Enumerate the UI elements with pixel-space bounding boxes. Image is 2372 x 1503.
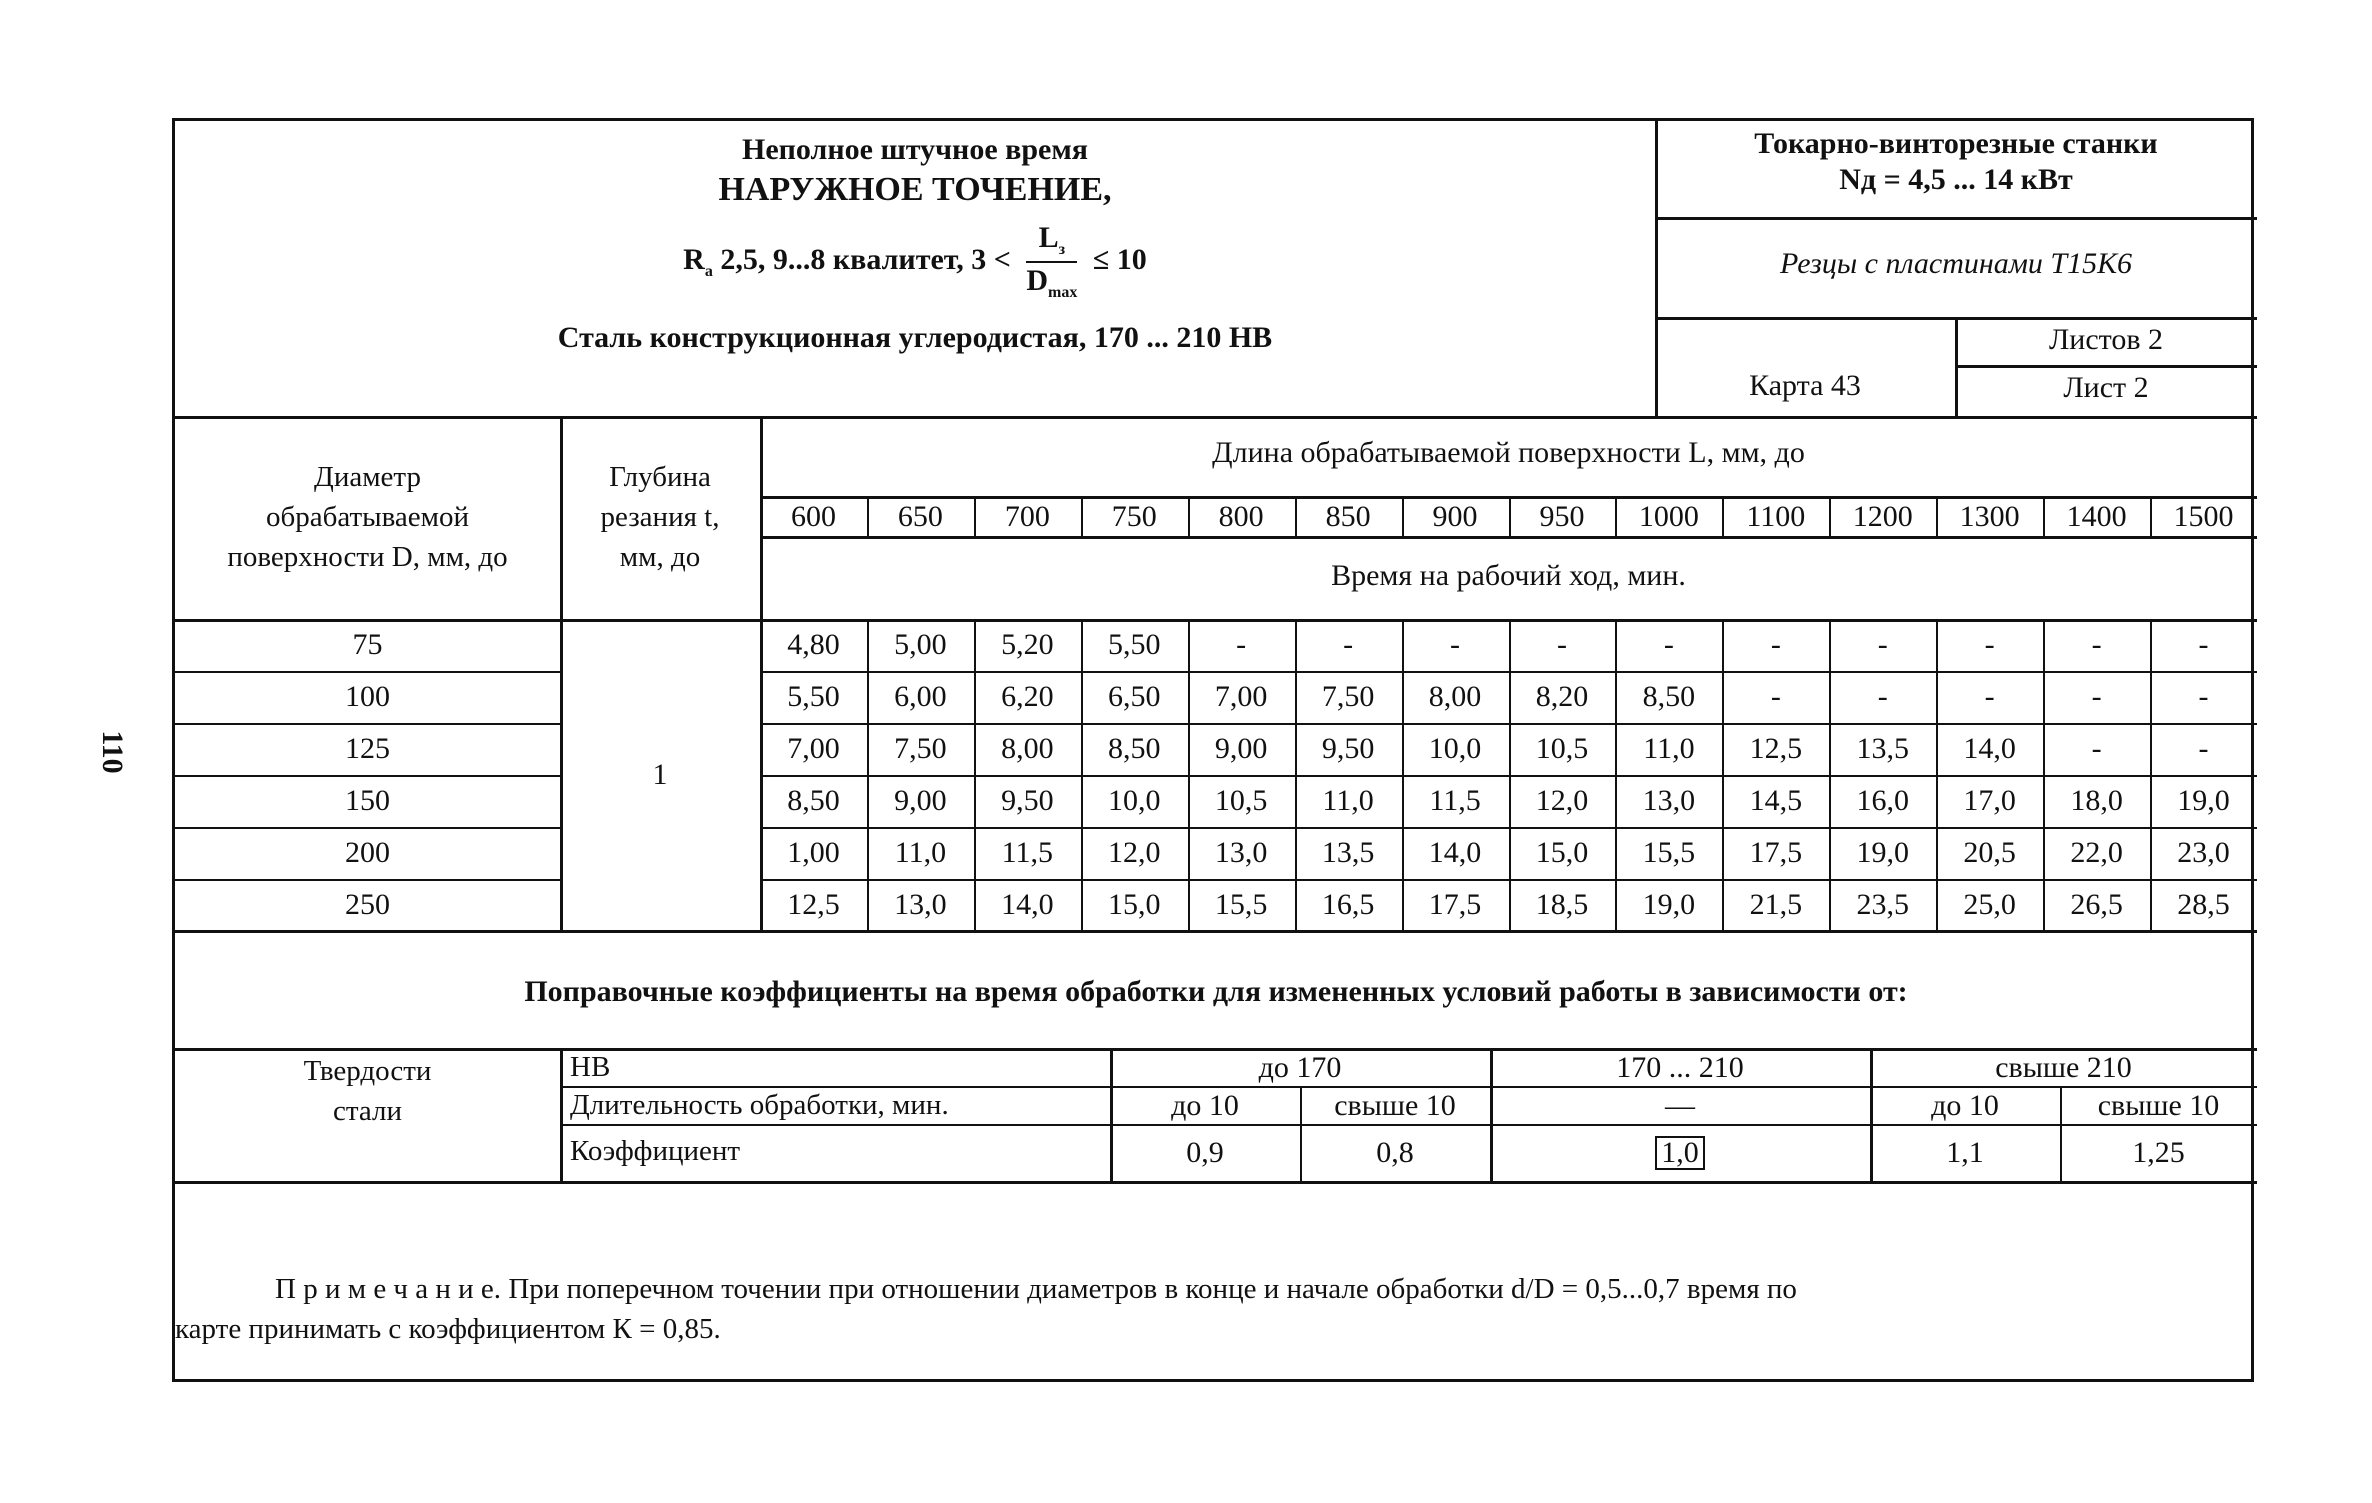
time-value: 15,5 bbox=[1642, 836, 1696, 869]
header-material: Сталь конструкционная углеродистая, 170 ... 210 НВ bbox=[557, 321, 1273, 354]
time-value: 19,0 bbox=[1856, 836, 1909, 869]
diameter-value: 200 bbox=[345, 836, 390, 869]
length-value: 1400 bbox=[2066, 500, 2127, 533]
diameter-value: 125 bbox=[345, 732, 390, 765]
time-value: 14,0 bbox=[1963, 732, 2016, 765]
time-value: - bbox=[2198, 732, 2209, 765]
coef-row-label: Коэффициент bbox=[570, 1135, 741, 1167]
time-value: 15,0 bbox=[1107, 887, 1161, 921]
length-value: 900 bbox=[1432, 500, 1478, 533]
hb-group: до 170 bbox=[1258, 1050, 1342, 1084]
time-value: 28,5 bbox=[2177, 887, 2230, 921]
time-value: 15,0 bbox=[1535, 836, 1589, 869]
time-value: 10,5 bbox=[1214, 784, 1268, 817]
time-value: 22,0 bbox=[2070, 836, 2123, 869]
time-value: - bbox=[1877, 628, 1888, 661]
coefficient-value: 1,1 bbox=[1946, 1136, 1984, 1169]
time-value: 13,0 bbox=[1214, 836, 1268, 869]
time-value: 19,0 bbox=[1642, 887, 1696, 921]
time-value: 18,0 bbox=[2070, 784, 2123, 817]
time-value: 8,50 bbox=[787, 784, 840, 817]
time-value: 6,50 bbox=[1107, 680, 1161, 713]
depth-value: 1 bbox=[652, 757, 668, 791]
time-value: 14,0 bbox=[1428, 836, 1482, 869]
time-value: 16,0 bbox=[1856, 784, 1909, 817]
time-value: 13,0 bbox=[894, 887, 947, 921]
time-value: 6,00 bbox=[894, 680, 947, 713]
sheet-number: Лист 2 bbox=[2063, 371, 2149, 404]
time-value: 14,5 bbox=[1749, 784, 1803, 817]
time-value: 21,5 bbox=[1749, 887, 1803, 921]
time-value: 8,50 bbox=[1107, 732, 1161, 765]
time-value: 18,5 bbox=[1535, 887, 1589, 921]
length-value: 650 bbox=[897, 500, 943, 533]
diameter-value: 100 bbox=[345, 680, 390, 713]
coefficient-value: 0,8 bbox=[1376, 1136, 1414, 1169]
duration-value: свыше 10 bbox=[1334, 1088, 1456, 1122]
time-value: 12,5 bbox=[787, 887, 840, 921]
hb-group: свыше 210 bbox=[1995, 1050, 2132, 1084]
map-number: Карта 43 bbox=[1749, 369, 1861, 402]
time-value: 6,20 bbox=[1001, 680, 1054, 713]
time-value: 4,80 bbox=[787, 628, 840, 661]
time-value: 23,5 bbox=[1856, 887, 1909, 921]
time-value: 11,5 bbox=[1429, 784, 1481, 817]
time-value: 14,0 bbox=[1001, 887, 1054, 921]
time-value: - bbox=[2198, 680, 2209, 713]
length-value: 950 bbox=[1539, 500, 1585, 533]
time-value: 8,00 bbox=[1428, 680, 1482, 713]
header-operation: НАРУЖНОЕ ТОЧЕНИЕ, bbox=[718, 171, 1112, 208]
time-value: - bbox=[1556, 628, 1567, 661]
hardness-label: Твердости стали bbox=[303, 1055, 432, 1127]
normative-card bbox=[172, 118, 2254, 1382]
time-value: 7,50 bbox=[894, 732, 947, 765]
time-value: - bbox=[2198, 628, 2209, 661]
time-value: 10,0 bbox=[1428, 732, 1482, 765]
header-line1: Неполное штучное время bbox=[741, 133, 1089, 166]
time-value: 10,0 bbox=[1107, 784, 1161, 817]
time-value: - bbox=[1663, 628, 1674, 661]
time-value: - bbox=[1770, 628, 1781, 661]
time-value: - bbox=[2091, 628, 2102, 661]
time-value: 17,5 bbox=[1749, 836, 1803, 869]
time-value: - bbox=[2091, 732, 2102, 765]
time-value: 12,0 bbox=[1535, 784, 1589, 817]
hb-row-label: НВ bbox=[570, 1051, 611, 1083]
diameter-value: 150 bbox=[345, 784, 390, 817]
col-depth-header: Глубина резания t, мм, до bbox=[600, 461, 720, 573]
duration-value: до 10 bbox=[1171, 1088, 1239, 1122]
time-value: 12,0 bbox=[1107, 836, 1161, 869]
length-header: Длина обрабатываемой поверхности L, мм, до bbox=[1212, 436, 1805, 469]
col-diameter-header: Диаметр обрабатываемой поверхности D, мм, до bbox=[227, 461, 508, 573]
time-value: 20,5 bbox=[1963, 836, 2016, 869]
length-value: 1500 bbox=[2173, 500, 2234, 533]
time-value: 5,00 bbox=[894, 628, 947, 661]
time-value: 26,5 bbox=[2070, 887, 2123, 921]
time-value: - bbox=[1984, 680, 1995, 713]
duration-value: — bbox=[1665, 1088, 1695, 1122]
length-value: 700 bbox=[1004, 500, 1050, 533]
time-value: 8,00 bbox=[1001, 732, 1054, 765]
time-value: - bbox=[1236, 628, 1247, 661]
time-value: 13,5 bbox=[1856, 732, 1909, 765]
length-value: 1000 bbox=[1638, 500, 1699, 533]
length-value: 1300 bbox=[1959, 500, 2020, 533]
machine-power: Nд = 4,5 ... 14 кВт bbox=[1839, 163, 2073, 196]
time-value: 17,5 bbox=[1428, 887, 1482, 921]
sheets-total: Листов 2 bbox=[2048, 323, 2164, 356]
time-value: 7,50 bbox=[1321, 680, 1375, 713]
length-value: 750 bbox=[1111, 500, 1157, 533]
time-value: - bbox=[1770, 680, 1781, 713]
time-value: 25,0 bbox=[1963, 887, 2016, 921]
diameter-value: 75 bbox=[352, 628, 383, 661]
duration-row-label: Длительность обработки, мин. bbox=[570, 1089, 949, 1121]
time-value: 11,0 bbox=[1643, 732, 1695, 765]
time-value: 13,5 bbox=[1321, 836, 1375, 869]
header-conditions: $R_a$ 2,5, 9...8 квалитет, 3 < $\frac{L_з}{D_{max}}$ ≤ 10 bbox=[683, 221, 1147, 301]
time-value: 17,0 bbox=[1963, 784, 2016, 817]
time-value: 9,50 bbox=[1001, 784, 1054, 817]
duration-value: свыше 10 bbox=[2097, 1088, 2220, 1122]
time-value: 8,50 bbox=[1642, 680, 1696, 713]
time-value: 1,00 bbox=[787, 836, 840, 869]
time-value: - bbox=[1343, 628, 1354, 661]
time-value: 15,5 bbox=[1214, 887, 1268, 921]
time-header: Время на рабочий ход, мин. bbox=[1331, 559, 1686, 592]
time-value: 9,00 bbox=[1214, 732, 1268, 765]
time-value: 5,50 bbox=[1107, 628, 1161, 661]
time-value: 16,5 bbox=[1321, 887, 1375, 921]
time-value: - bbox=[1984, 628, 1995, 661]
coefficient-value: 0,9 bbox=[1186, 1136, 1224, 1169]
note: П р и м е ч а н и е. При поперечном точении при отношении диаметров в конце и начале обработки d/D = 0,5...0,7 время по карте принимать с коэффициентом К = 0,85. bbox=[175, 1273, 1797, 1345]
time-value: 11,0 bbox=[1322, 784, 1374, 817]
note-label: П р и м е ч а н и е. bbox=[275, 1273, 502, 1305]
ratio-fraction: $\frac{L_з}{D_{max}}$ bbox=[1026, 221, 1078, 301]
page-number: 110 bbox=[96, 730, 129, 774]
time-value: 5,20 bbox=[1001, 628, 1054, 661]
length-value: 850 bbox=[1325, 500, 1371, 533]
time-value: - bbox=[1877, 680, 1888, 713]
time-value: - bbox=[2091, 680, 2102, 713]
length-value: 800 bbox=[1218, 500, 1264, 533]
time-value: 8,20 bbox=[1535, 680, 1589, 713]
machine-type: Токарно-винторезные станки bbox=[1754, 127, 2158, 160]
time-value: 9,50 bbox=[1321, 732, 1375, 765]
length-value: 1100 bbox=[1746, 500, 1806, 533]
time-value: 9,00 bbox=[894, 784, 947, 817]
time-value: 23,0 bbox=[2177, 836, 2230, 869]
hb-group: 170 ... 210 bbox=[1616, 1050, 1744, 1084]
tool-type: Резцы с пластинами Т15К6 bbox=[1779, 247, 2133, 280]
time-value: 11,0 bbox=[894, 836, 947, 869]
time-value: 5,50 bbox=[787, 680, 840, 713]
time-value: 19,0 bbox=[2177, 784, 2230, 817]
coefficient-value-base: 1,0 bbox=[1655, 1136, 1705, 1170]
coefficient-value: 1,25 bbox=[2132, 1136, 2185, 1169]
correction-title: Поправочные коэффициенты на время обработки для измененных условий работы в зависимости от: bbox=[524, 975, 1908, 1008]
time-value: 12,5 bbox=[1749, 732, 1803, 765]
diameter-value: 250 bbox=[345, 887, 390, 921]
time-value: - bbox=[1450, 628, 1461, 661]
length-value: 1200 bbox=[1852, 500, 1913, 533]
time-value: 7,00 bbox=[1214, 680, 1268, 713]
time-value: 7,00 bbox=[787, 732, 840, 765]
time-value: 10,5 bbox=[1535, 732, 1589, 765]
time-value: 11,5 bbox=[1001, 836, 1054, 869]
duration-value: до 10 bbox=[1931, 1088, 1999, 1122]
length-value: 600 bbox=[790, 500, 836, 533]
time-value: 13,0 bbox=[1642, 784, 1696, 817]
